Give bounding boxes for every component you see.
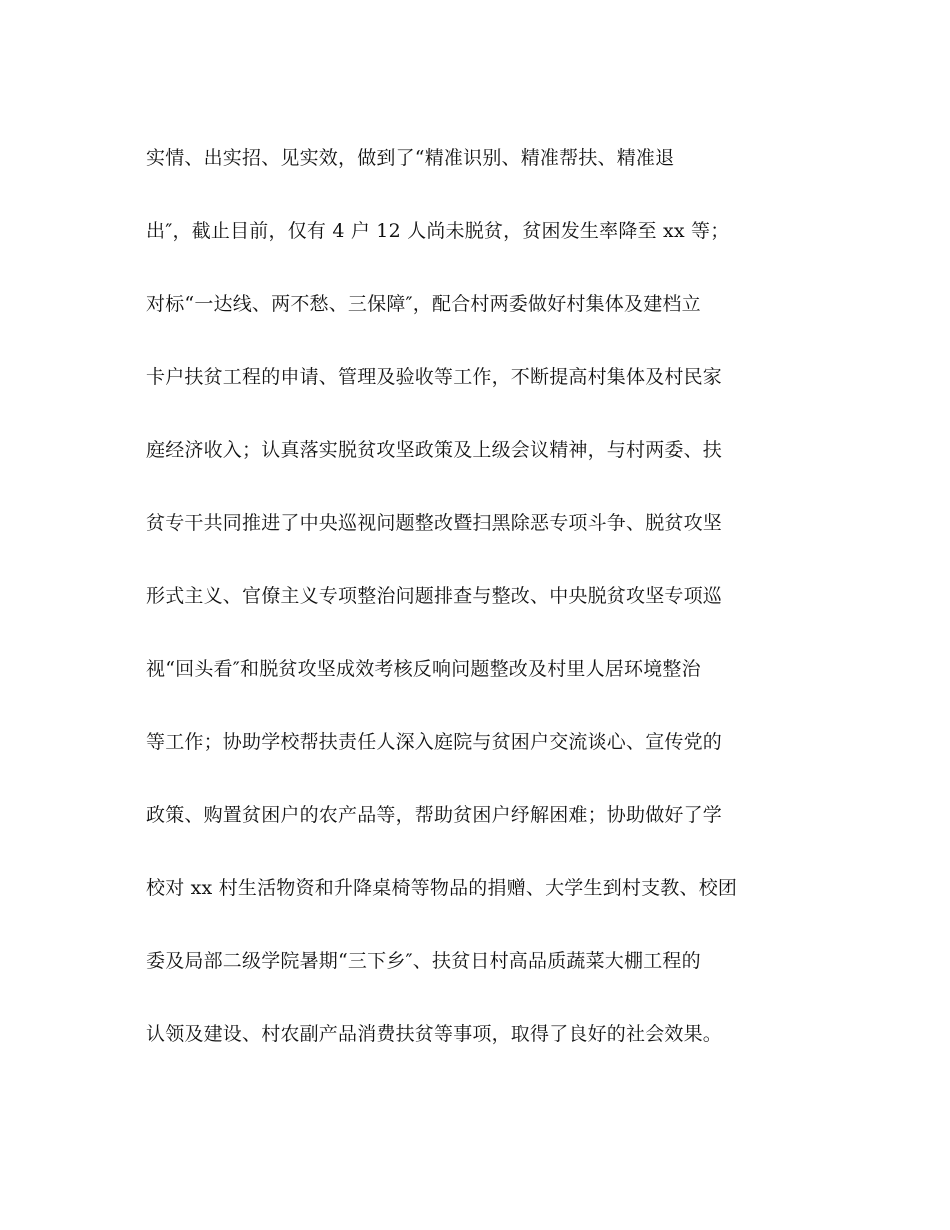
text-line: 认领及建设、村农副产品消费扶贫等事项，取得了良好的社会效果。 — [146, 1023, 723, 1045]
text-line: 出″，截止目前，仅有 4 户 12 人尚未脱贫，贫困发生率降至 xx 等； — [146, 220, 730, 242]
text-line: 视“回头看″和脱贫攻坚成效考核反响问题整改及村里人居环境整治 — [146, 658, 701, 680]
body-paragraph — [146, 140, 826, 1089]
text-line: 卡户扶贫工程的申请、管理及验收等工作，不断提高村集体及村民家 — [146, 366, 723, 388]
text-line: 庭经济收入；认真落实脱贫攻坚政策及上级会议精神，与村两委、扶 — [146, 439, 723, 461]
text-line: 委及局部二级学院暑期“三下乡″、扶贫日村高品质蔬菜大棚工程的 — [146, 950, 701, 972]
text-line: 形式主义、官僚主义专项整治问题排查与整改、中央脱贫攻坚专项巡 — [146, 585, 723, 607]
text-line: 实情、出实招、见实效，做到了“精准识别、精准帮扶、精准退 — [146, 147, 675, 169]
text-line: 等工作；协助学校帮扶责任人深入庭院与贫困户交流谈心、宣传党的 — [146, 731, 723, 753]
text-line: 贫专干共同推进了中央巡视问题整改暨扫黑除恶专项斗争、脱贫攻坚 — [146, 512, 723, 534]
text-line: 校对 xx 村生活物资和升降桌椅等物品的捐赠、大学生到村支教、校团 — [146, 877, 738, 899]
text-line: 政策、购置贫困户的农产品等，帮助贫困户纾解困难；协助做好了学 — [146, 804, 723, 826]
text-line: 对标“一达线、两不愁、三保障″，配合村两委做好村集体及建档立 — [146, 293, 701, 315]
